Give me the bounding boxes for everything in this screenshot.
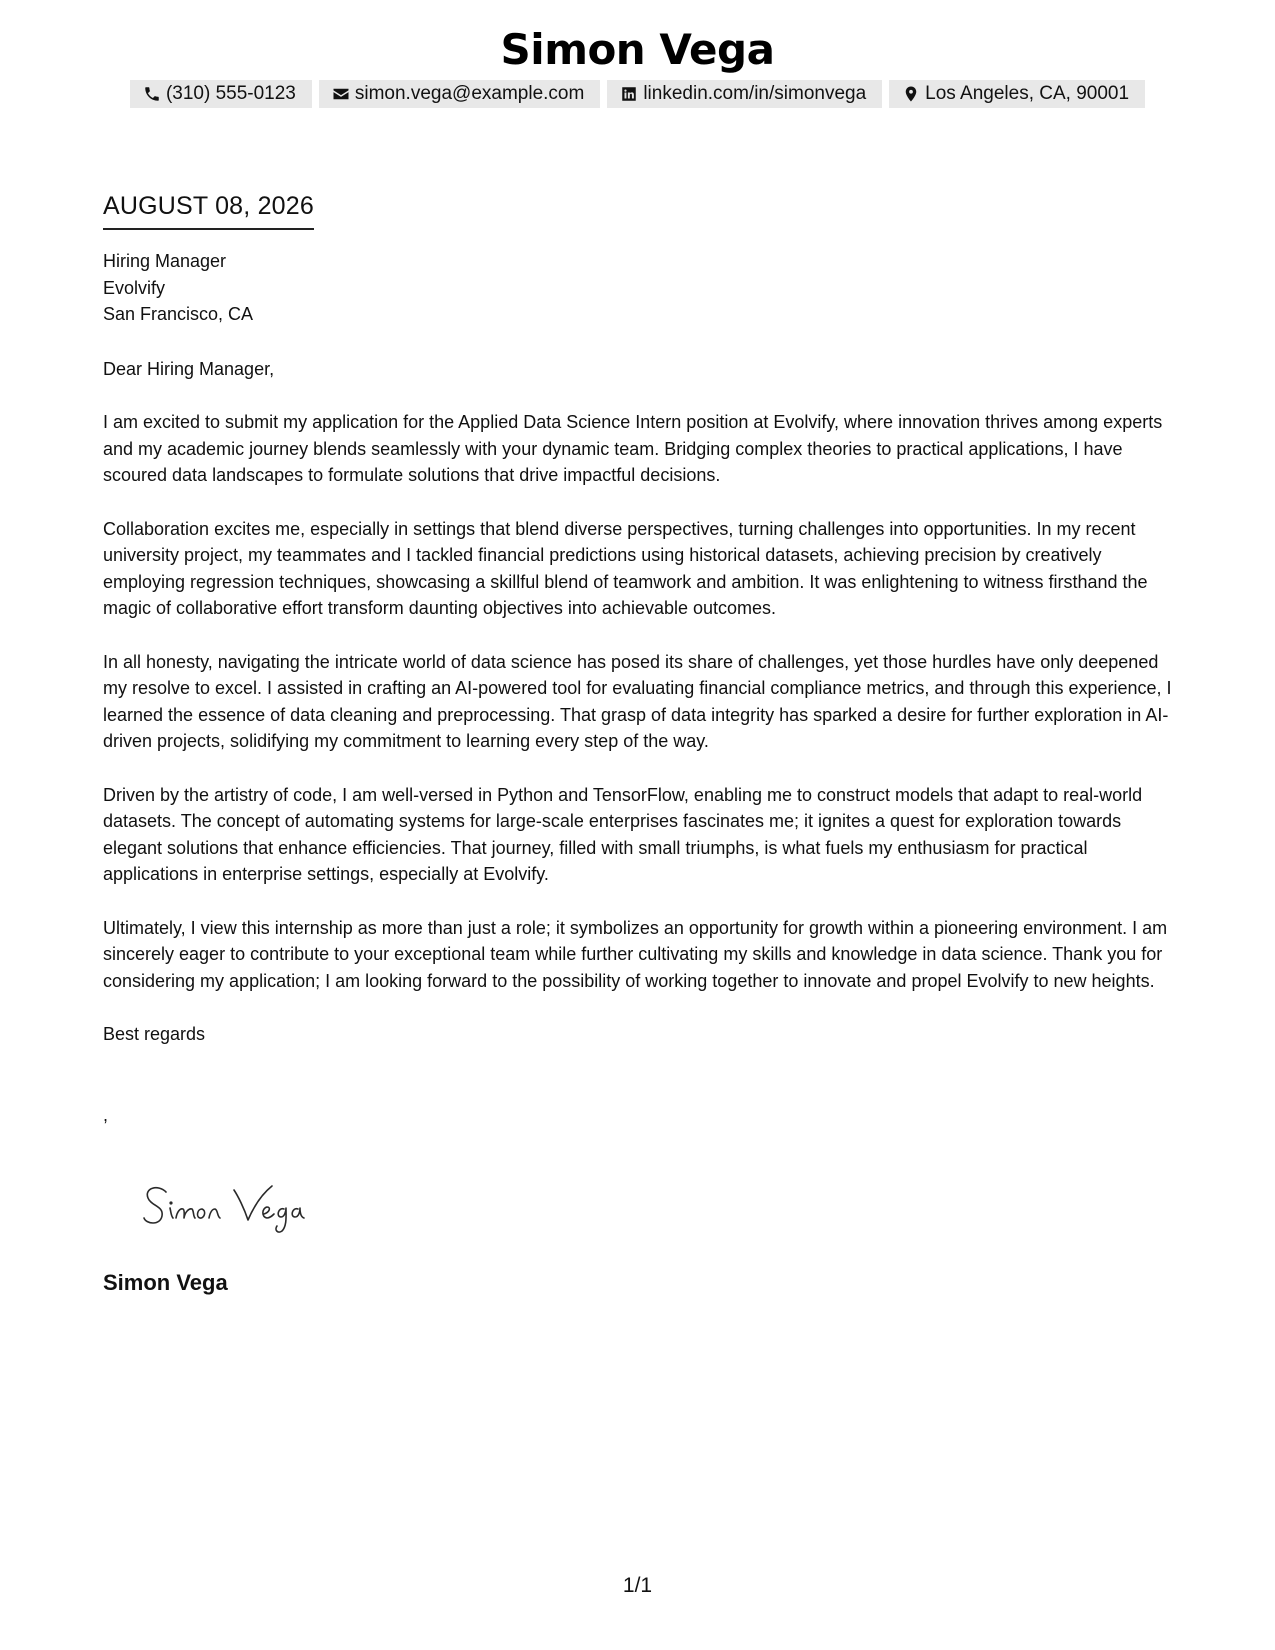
- linkedin-icon: [619, 84, 639, 104]
- paragraph-skills: Driven by the artistry of code, I am well-versed in Python and TensorFlow, enabling me to construct models that adapt to real-world datasets. The concept of automating systems for large-scale enterprises fascinates me; it ignites a quest for exploration towards elegant solutions that enhance efficiencies. That journey, filled with small triumphs, is what fuels my enthusiasm for practical applications in enterprise settings, especially at Evolvify.: [103, 784, 1143, 884]
- page-number: 1/1: [622, 1574, 653, 1597]
- paragraph-challenges: In all honesty, navigating the intricate world of data science has posed its share of challenges, yet those hurdles have only deepened my resolve to excel. I assisted in crafting an AI-powered tool for evaluating financial compliance metrics, and through this experience, I learned the essence of data cleaning and preprocessing. That grasp of data integrity has sparked a desire for further exploration in AI-driven projects, solidifying my commitment to learning every step of the way.: [103, 651, 1172, 751]
- paragraph-conclusion: Ultimately, I view this internship as more than just a role; it symbolizes an opportunity for growth within a pioneering environment. I am sincerely eager to contribute to your exceptional team while further cultivating my skills and knowledge in data science. Thank you for considering my application; I am looking forward to the possibility of working together to innovate and propel Evolvify to new heights.: [103, 917, 1168, 991]
- map-marker-icon: [901, 84, 921, 104]
- paragraph-intro: I am excited to submit my application for the Applied Data Science Intern position at Evolvify, where innovation thrives among experts and my academic journey blends seamlessly with your dynamic team. Bridging complex theories to practical applications, I have scoured data landscapes to formulate solutions that drive impactful decisions.: [103, 412, 1163, 485]
- contact-bar: [0, 80, 1275, 108]
- contact-email[interactable]: [319, 80, 600, 108]
- recipient-company: Evolvify: [103, 277, 166, 298]
- letter-date: AUGUST 08, 2026: [103, 190, 314, 230]
- contact-location: [889, 80, 1145, 108]
- envelope-icon: [331, 84, 351, 104]
- letter-body: [103, 190, 1178, 1128]
- applicant-name: Simon Vega: [500, 25, 775, 74]
- contact-location-text: Los Angeles, CA, 90001: [925, 83, 1130, 104]
- contact-phone: [130, 80, 312, 108]
- signed-name: Simon Vega: [103, 1270, 228, 1295]
- phone-icon: [142, 84, 162, 104]
- contact-linkedin-text: linkedin.com/in/simonvega: [643, 83, 867, 104]
- closing: Best regards: [103, 1024, 206, 1044]
- handwritten-signature: [140, 1176, 340, 1236]
- contact-phone-text: (310) 555-0123: [165, 83, 296, 104]
- salutation: Dear Hiring Manager,: [103, 358, 275, 379]
- paragraph-collaboration: Collaboration excites me, especially in settings that blend diverse perspectives, turning challenges into opportunities. In my recent university project, my teammates and I tackled financial predictions using historical datasets, achieving precision by creatively employing regression techniques, showcasing a skillful blend of teamwork and ambition. It was enlightening to witness firsthand the magic of collaborative effort transform daunting objectives into achievable outcomes.: [103, 518, 1148, 618]
- recipient-title: Hiring Manager: [103, 251, 227, 271]
- recipient-block: [103, 248, 1178, 328]
- recipient-location: San Francisco, CA: [103, 304, 254, 324]
- contact-email-text: simon.vega@example.com: [354, 83, 585, 104]
- contact-linkedin[interactable]: [607, 80, 882, 108]
- closing-comma: ,: [103, 1104, 109, 1125]
